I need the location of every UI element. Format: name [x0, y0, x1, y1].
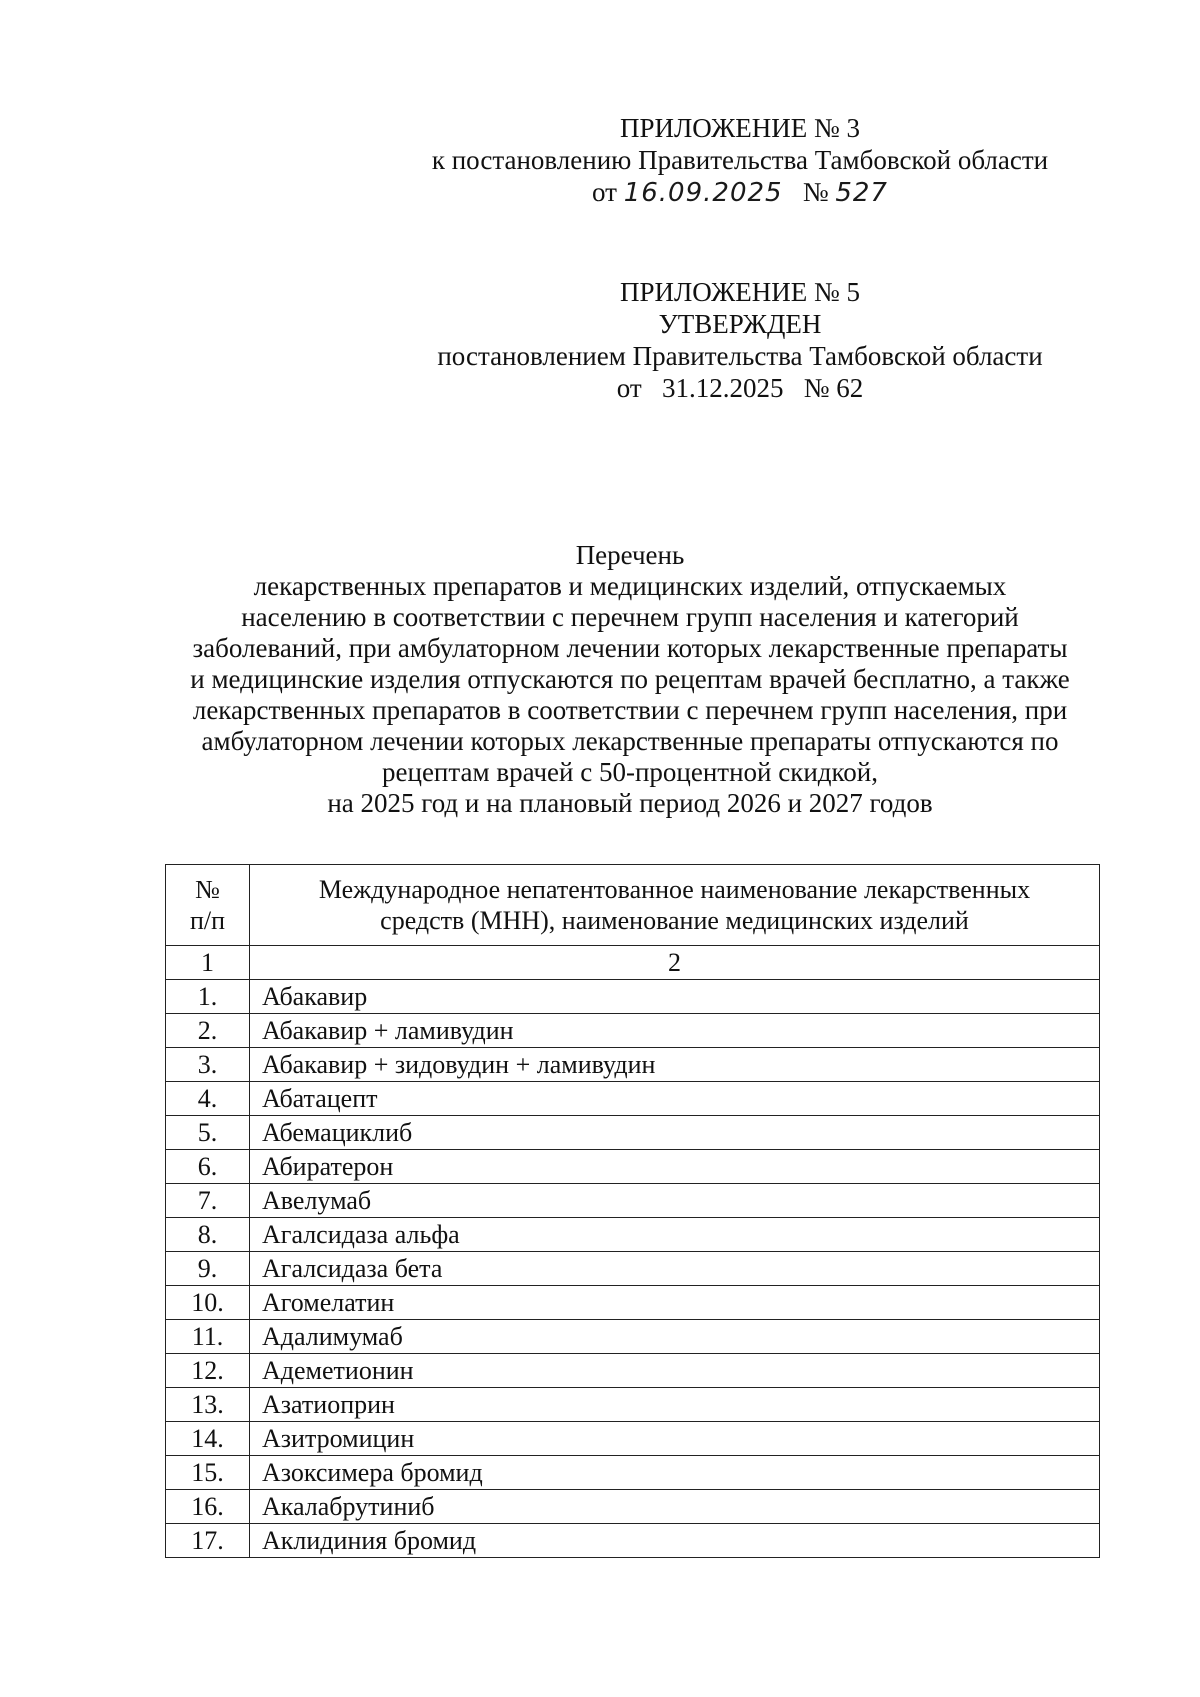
- row-number: 14.: [166, 1422, 250, 1456]
- medicine-name: Адалимумаб: [250, 1320, 1100, 1354]
- list-title-line: лекарственных препаратов в соответствии с перечнем групп населения, при: [192, 695, 1068, 725]
- annex-5-title: ПРИЛОЖЕНИЕ № 5: [619, 277, 861, 307]
- row-number: 3.: [166, 1048, 250, 1082]
- medicine-name: Абакавир + ламивудин: [250, 1014, 1100, 1048]
- medicine-name: Агомелатин: [250, 1286, 1100, 1320]
- medicine-name: Агалсидаза альфа: [250, 1218, 1100, 1252]
- list-heading: Перечень: [575, 540, 685, 570]
- medicine-name: Авелумаб: [250, 1184, 1100, 1218]
- medicine-name: Абакавир + зидовудин + ламивудин: [250, 1048, 1100, 1082]
- table-row: [166, 1524, 1100, 1558]
- row-number: 1.: [166, 980, 250, 1014]
- list-title-block: [160, 540, 1100, 819]
- annex-3-date-prefix: от: [592, 177, 617, 207]
- header-name-line: Международное непатентованное наименование лекарственных: [318, 875, 1031, 904]
- annex-3-title: ПРИЛОЖЕНИЕ № 3: [619, 113, 861, 143]
- row-number: 11.: [166, 1320, 250, 1354]
- row-number: 5.: [166, 1116, 250, 1150]
- table-row: [166, 1218, 1100, 1252]
- medicine-name: Азитромицин: [250, 1422, 1100, 1456]
- annex-3-handwritten-date: 16.09.2025: [623, 178, 783, 208]
- list-title-line: на 2025 год и на плановый период 2026 и 2027 годов: [327, 788, 933, 818]
- table-row: [166, 1116, 1100, 1150]
- table-row: [166, 1184, 1100, 1218]
- table-row: [166, 1048, 1100, 1082]
- annex-3-subtitle: к постановлению Правительства Тамбовской области: [431, 145, 1049, 175]
- medicine-name: Азатиоприн: [250, 1388, 1100, 1422]
- header-number-abbr: п/п: [189, 906, 226, 935]
- annex-3-header: [400, 112, 1080, 209]
- list-title-line: лекарственных препаратов и медицинских изделий, отпускаемых: [253, 571, 1007, 601]
- header-number-symbol: №: [195, 875, 220, 904]
- medicine-name: Абиратерон: [250, 1150, 1100, 1184]
- medicine-name: Азоксимера бромид: [250, 1456, 1100, 1490]
- list-title-line: и медицинские изделия отпускаются по рецептам врачей бесплатно, а также: [190, 664, 1070, 694]
- medicine-name: Аклидиния бромид: [250, 1524, 1100, 1558]
- table-row: [166, 1014, 1100, 1048]
- list-title-line: населению в соответствии с перечнем групп населения и категорий: [241, 602, 1019, 632]
- list-title-line: рецептам врачей с 50-процентной скидкой,: [382, 757, 878, 787]
- row-number: 13.: [166, 1388, 250, 1422]
- medicine-name: Адеметионин: [250, 1354, 1100, 1388]
- list-title-line: заболеваний, при амбулаторном лечении которых лекарственные препараты: [192, 633, 1068, 663]
- header-name-line: средств (МНН), наименование медицинских изделий: [380, 906, 969, 935]
- row-number: 7.: [166, 1184, 250, 1218]
- table-row: [166, 1422, 1100, 1456]
- annex-5-subtitle: постановлением Правительства Тамбовской области: [437, 341, 1043, 371]
- row-number: 8.: [166, 1218, 250, 1252]
- annex-3-number-prefix: №: [802, 177, 829, 207]
- table-row: [166, 1150, 1100, 1184]
- row-number: 9.: [166, 1252, 250, 1286]
- table-row: [166, 1490, 1100, 1524]
- list-title-line: амбулаторном лечении которых лекарственные препараты отпускаются по: [201, 726, 1059, 756]
- annex-3-handwritten-number: 527: [835, 178, 888, 208]
- header-name-cell: [250, 865, 1100, 946]
- annex-5-approved: УТВЕРЖДЕН: [658, 309, 822, 339]
- row-number: 4.: [166, 1082, 250, 1116]
- row-number: 15.: [166, 1456, 250, 1490]
- row-number: 12.: [166, 1354, 250, 1388]
- annex-5-date-line: от 31.12.2025 № 62: [616, 373, 864, 403]
- table-row: [166, 1286, 1100, 1320]
- medicines-table: [165, 864, 1100, 1558]
- table-header-row: [166, 865, 1100, 946]
- row-number: 17.: [166, 1524, 250, 1558]
- column-number-row: [166, 946, 1100, 980]
- table-row: [166, 1354, 1100, 1388]
- medicine-name: Акалабрутиниб: [250, 1490, 1100, 1524]
- table-row: [166, 1388, 1100, 1422]
- medicine-name: Абатацепт: [250, 1082, 1100, 1116]
- row-number: 6.: [166, 1150, 250, 1184]
- table-row: [166, 980, 1100, 1014]
- medicine-name: Абемациклиб: [250, 1116, 1100, 1150]
- column-number-1: 1: [166, 946, 250, 980]
- medicine-name: Абакавир: [250, 980, 1100, 1014]
- column-number-2: 2: [250, 946, 1100, 980]
- table-row: [166, 1456, 1100, 1490]
- annex-3-date-line: [400, 176, 1080, 209]
- row-number: 2.: [166, 1014, 250, 1048]
- table-row: [166, 1252, 1100, 1286]
- annex-5-header: [400, 276, 1080, 404]
- row-number: 16.: [166, 1490, 250, 1524]
- row-number: 10.: [166, 1286, 250, 1320]
- table-row: [166, 1320, 1100, 1354]
- header-number-cell: [166, 865, 250, 946]
- table-row: [166, 1082, 1100, 1116]
- medicine-name: Агалсидаза бета: [250, 1252, 1100, 1286]
